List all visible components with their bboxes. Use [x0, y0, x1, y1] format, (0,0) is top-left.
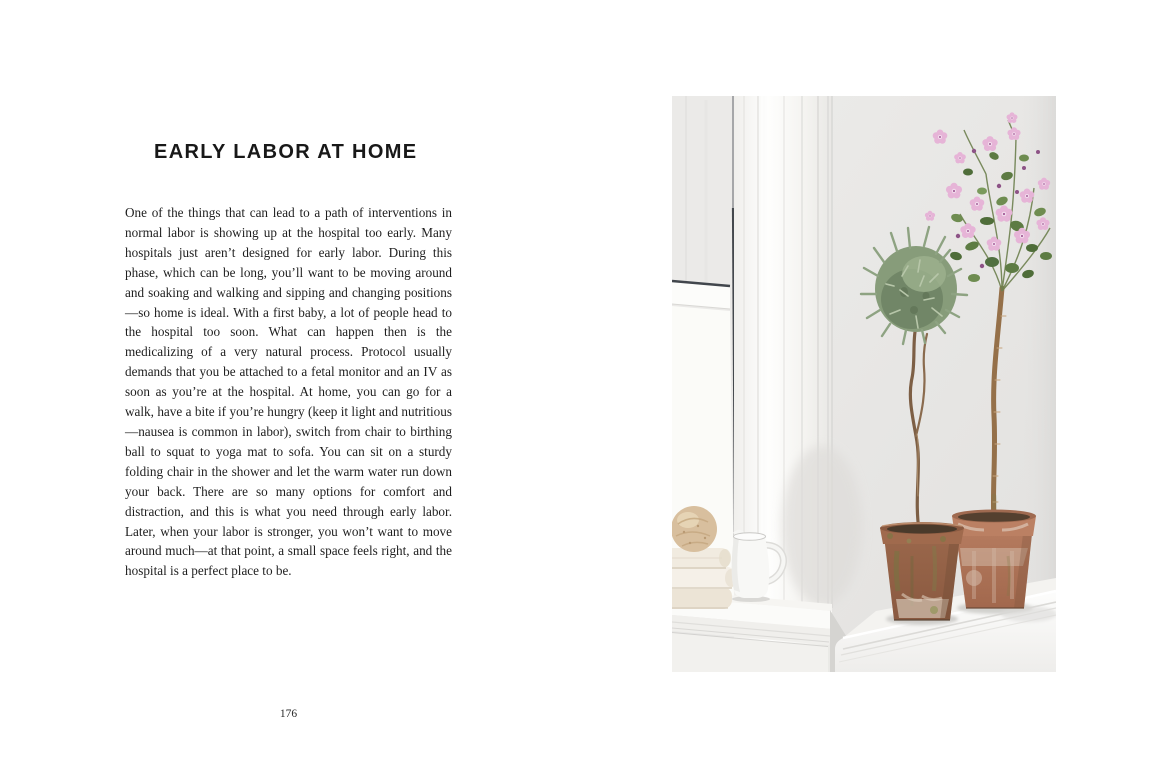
right-pot: [952, 510, 1036, 609]
chapter-heading: EARLY LABOR AT HOME: [154, 141, 418, 163]
body-paragraph: One of the things that can lead to a path of interventions in normal labor is showing up at the hospital too early. Many hospitals just aren’t designed for early labor. During this phase, which can be long, you’ll want to be moving around and soaking and walking and sipping and changing positions—so home is ideal. With a first baby, a lot of people head to the hospital too soon. What can happen then is the medicalizing of a very natural process. Protocol usually demands that you be attached to a fetal monitor and an IV as soon as you’re at the hospital. At home, you can go for a walk, have a bite if you’re hungry (keep it light and nutritious—nausea is common in labor), switch from chair to birthing ball to squat to yoga mat to sofa. You can sit on a sturdy folding chair in the shower and let the warm water run down your back. There are so many options for comfort and distraction, and this is what you need through early labor. Later, when your labor is stronger, you won’t want to move around much—at that point, a small space feels right, and the hospital is a perfect place to be.: [125, 205, 452, 579]
photo-illustration: [672, 96, 1056, 672]
page-number: 176: [279, 708, 298, 720]
left-pot: [880, 522, 964, 620]
towel-stack: [672, 548, 737, 609]
loofah: [672, 506, 717, 552]
wall-shadow: [782, 446, 862, 606]
right-page: [576, 0, 1152, 768]
window-plants-photo: [672, 96, 1056, 672]
